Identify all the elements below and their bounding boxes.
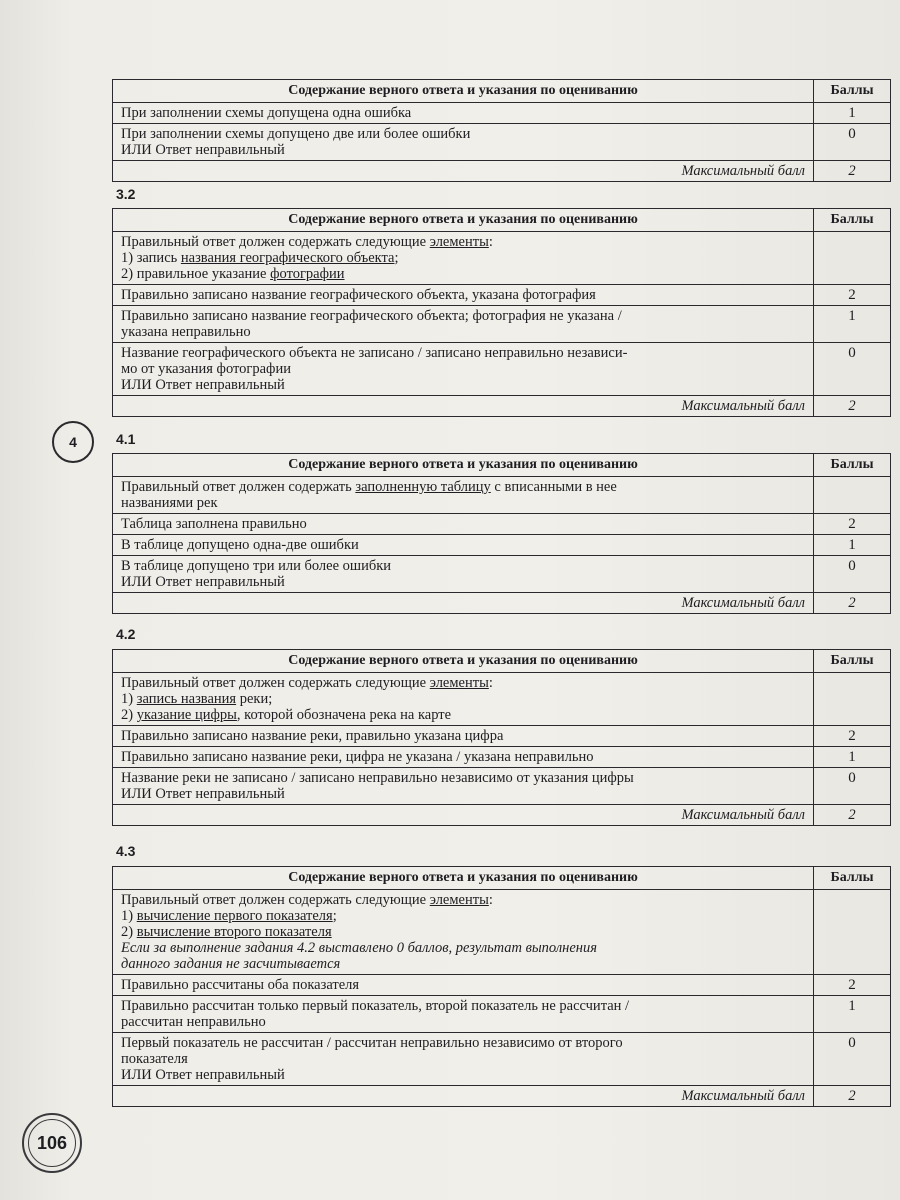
- criteria-table-4-3: [112, 866, 891, 1107]
- header-points: Баллы: [814, 454, 891, 477]
- max-score-label: Максимальный балл: [113, 1086, 814, 1107]
- score-cell: 1: [814, 103, 891, 124]
- criterion-text: При заполнении схемы допущено две или более ошибки ИЛИ Ответ неправильный: [113, 124, 814, 161]
- page-number-badge: [22, 1113, 82, 1173]
- section-label-4-1: 4.1: [116, 431, 136, 447]
- header-points: Баллы: [814, 80, 891, 103]
- score-cell: 2: [814, 726, 891, 747]
- score-cell: 1: [814, 996, 891, 1033]
- answer-requirements: Правильный ответ должен содержать заполненную таблицу с вписанными в нее названиями рек: [113, 477, 814, 514]
- table-row: [113, 975, 891, 996]
- table-row: [113, 556, 891, 593]
- score-cell-empty: [814, 890, 891, 975]
- criterion-text: В таблице допущено одна-две ошибки: [113, 535, 814, 556]
- table-row: [113, 747, 891, 768]
- task-number-badge: 4: [52, 421, 94, 463]
- criteria-table-3-1: [112, 79, 891, 182]
- max-score-label: Максимальный балл: [113, 161, 814, 182]
- header-content: Содержание верного ответа и указания по оцениванию: [113, 454, 814, 477]
- grading-note: Если за выполнение задания 4.2 выставлено 0 баллов, результат выполнения: [121, 940, 597, 956]
- header-points: Баллы: [814, 209, 891, 232]
- table-row: [113, 124, 891, 161]
- score-cell: 0: [814, 343, 891, 396]
- table-row: [113, 535, 891, 556]
- section-label-4-3: 4.3: [116, 843, 136, 859]
- table-row: [113, 1033, 891, 1086]
- score-cell: 0: [814, 768, 891, 805]
- table-row-intro: [113, 890, 891, 975]
- table-row: [113, 726, 891, 747]
- criterion-text: Правильно записано название географического объекта, указана фотография: [113, 285, 814, 306]
- criteria-table-3-2: [112, 208, 891, 417]
- table-row: [113, 996, 891, 1033]
- criterion-text: Правильно записано название реки, правильно указана цифра: [113, 726, 814, 747]
- max-score-row: [113, 396, 891, 417]
- table-header-row: [113, 454, 891, 477]
- page-number: 106: [28, 1119, 76, 1167]
- score-cell: 0: [814, 556, 891, 593]
- table-row: [113, 514, 891, 535]
- max-score-row: [113, 593, 891, 614]
- criterion-text: Название географического объекта не записано / записано неправильно независи- мо от указания фотографии ИЛИ Ответ неправильный: [113, 343, 814, 396]
- table-header-row: [113, 650, 891, 673]
- max-score-value: 2: [814, 161, 891, 182]
- max-score-row: [113, 805, 891, 826]
- table-header-row: [113, 867, 891, 890]
- max-score-label: Максимальный балл: [113, 396, 814, 417]
- section-label-3-2: 3.2: [116, 186, 136, 202]
- score-cell: 2: [814, 514, 891, 535]
- max-score-value: 2: [814, 805, 891, 826]
- criteria-table-4-2: [112, 649, 891, 826]
- criterion-text: Правильно записано название реки, цифра не указана / указана неправильно: [113, 747, 814, 768]
- table-row: [113, 768, 891, 805]
- grading-note: данного задания не засчитывается: [121, 956, 341, 972]
- criteria-table-4-1: [112, 453, 891, 614]
- table-row-intro: [113, 477, 891, 514]
- score-cell: 1: [814, 306, 891, 343]
- table-row: [113, 343, 891, 396]
- score-cell: 2: [814, 975, 891, 996]
- table-row-intro: [113, 673, 891, 726]
- max-score-row: [113, 1086, 891, 1107]
- header-content: Содержание верного ответа и указания по оцениванию: [113, 209, 814, 232]
- answer-requirements: Правильный ответ должен содержать следующие элементы: 1) вычисление первого показателя; 2) вычисление второго показателя Если за выполнение задания 4.2 выставлено 0 баллов, результат выполнения данного задания не засчитывается: [113, 890, 814, 975]
- max-score-value: 2: [814, 396, 891, 417]
- table-row-intro: [113, 232, 891, 285]
- answer-requirements: Правильный ответ должен содержать следующие элементы: 1) запись названия реки; 2) указание цифры, которой обозначена река на карте: [113, 673, 814, 726]
- score-cell-empty: [814, 232, 891, 285]
- header-points: Баллы: [814, 867, 891, 890]
- max-score-label: Максимальный балл: [113, 593, 814, 614]
- criterion-text: Правильно записано название географического объекта; фотография не указана / указана неправильно: [113, 306, 814, 343]
- criterion-text: Первый показатель не рассчитан / рассчитан неправильно независимо от второго показателя ИЛИ Ответ неправильный: [113, 1033, 814, 1086]
- criterion-text: Правильно рассчитан только первый показатель, второй показатель не рассчитан / рассчитан неправильно: [113, 996, 814, 1033]
- header-content: Содержание верного ответа и указания по оцениванию: [113, 650, 814, 673]
- score-cell: 2: [814, 285, 891, 306]
- max-score-value: 2: [814, 593, 891, 614]
- table-row: [113, 103, 891, 124]
- criterion-text: В таблице допущено три или более ошибки ИЛИ Ответ неправильный: [113, 556, 814, 593]
- score-cell: 0: [814, 124, 891, 161]
- score-cell: 1: [814, 535, 891, 556]
- max-score-label: Максимальный балл: [113, 805, 814, 826]
- table-row: [113, 285, 891, 306]
- max-score-row: [113, 161, 891, 182]
- criterion-text: При заполнении схемы допущена одна ошибка: [113, 103, 814, 124]
- score-cell-empty: [814, 673, 891, 726]
- header-content: Содержание верного ответа и указания по оцениванию: [113, 80, 814, 103]
- header-points: Баллы: [814, 650, 891, 673]
- score-cell: 1: [814, 747, 891, 768]
- table-header-row: [113, 80, 891, 103]
- criterion-text: Название реки не записано / записано неправильно независимо от указания цифры ИЛИ Ответ неправильный: [113, 768, 814, 805]
- max-score-value: 2: [814, 1086, 891, 1107]
- criterion-text: Таблица заполнена правильно: [113, 514, 814, 535]
- table-row: [113, 306, 891, 343]
- criterion-text: Правильно рассчитаны оба показателя: [113, 975, 814, 996]
- table-header-row: [113, 209, 891, 232]
- answer-requirements: Правильный ответ должен содержать следующие элементы: 1) запись названия географического объекта; 2) правильное указание фотографии: [113, 232, 814, 285]
- score-cell: 0: [814, 1033, 891, 1086]
- section-label-4-2: 4.2: [116, 626, 136, 642]
- score-cell-empty: [814, 477, 891, 514]
- header-content: Содержание верного ответа и указания по оцениванию: [113, 867, 814, 890]
